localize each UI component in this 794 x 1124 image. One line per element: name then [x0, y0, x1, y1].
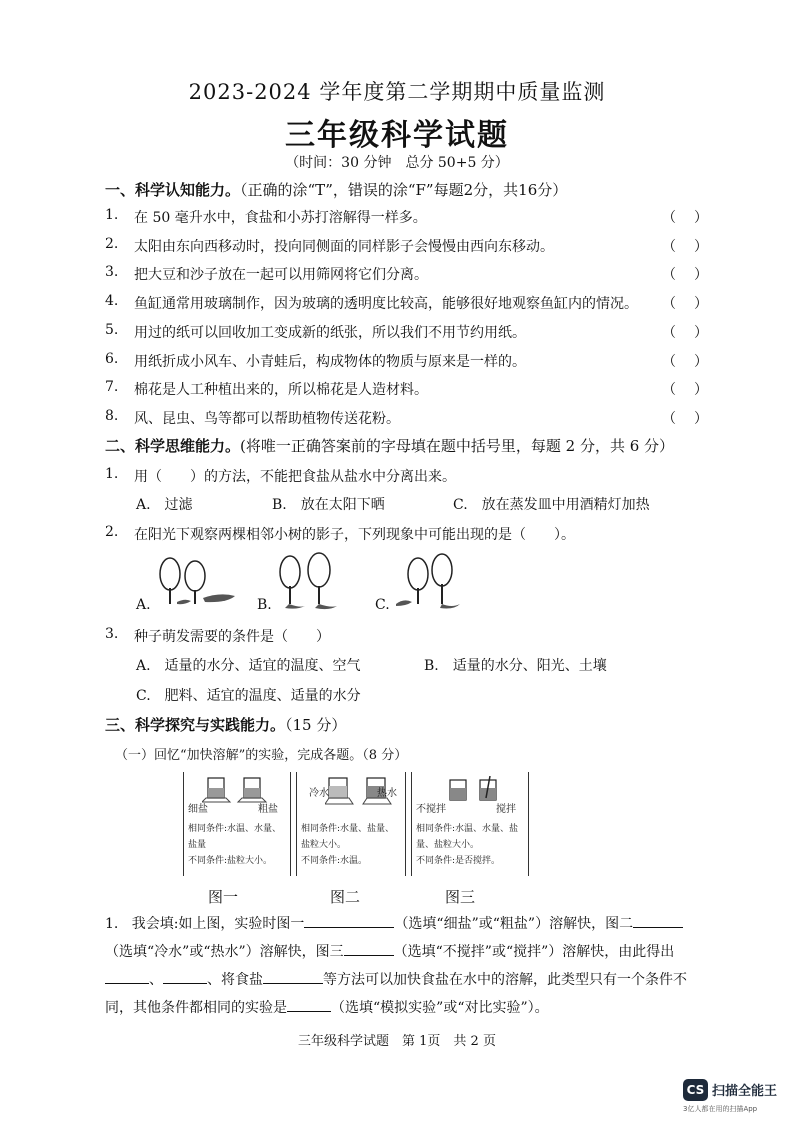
section3-note: （15 分） [285, 716, 347, 734]
trees-shadow-figure-b [275, 546, 355, 610]
camscanner-name: 扫描全能王 [712, 1084, 778, 1099]
fig2-left-label: 冷水 [309, 788, 329, 799]
fig1-right-label: 粗盐 [258, 804, 278, 815]
s3-q1-text-4: （选填“不搅拌”或“搅拌”）溶解快，由此得出 [393, 944, 675, 960]
s2-q2-option-b[interactable]: B. [257, 597, 272, 613]
fig3-line1: 相同条件:水温、水量、盐 [416, 824, 519, 834]
figure2-panel [296, 772, 406, 876]
fig1-line3: 不同条件:盐粒大小。 [188, 856, 273, 866]
page-title: 三年级科学试题 [285, 118, 509, 153]
s1-q1-number: 1. [105, 207, 119, 223]
fig1-left-label: 细盐 [188, 804, 208, 815]
s1-q7-answer-paren[interactable]: （） [662, 382, 726, 398]
section2-note: (将唯一正确答案前的字母填在题中括号里，每题 2 分，共 6 分） [240, 437, 675, 455]
s3-q1-text-8: （选填“模拟实验”或“对比实验”）。 [331, 1000, 549, 1016]
section2-title: 二、科学思维能力。 [105, 437, 241, 455]
s1-q3-answer-paren[interactable]: （） [662, 267, 726, 283]
s2-q1-text: 用（ ）的方法，不能把食盐从盐水中分离出来。 [134, 469, 456, 485]
s1-q4-number: 4. [105, 293, 119, 309]
fig3-line3: 不同条件:是否搅拌。 [416, 856, 501, 866]
fig2-line2: 盐粒大小。 [301, 840, 347, 850]
blank-fig2[interactable] [633, 913, 683, 928]
s1-q4-answer-paren[interactable]: （） [662, 296, 726, 312]
section3-sub1: （一）回忆“加快溶解”的实验，完成各题。（8 分） [115, 748, 408, 763]
figure1-caption: 图一 [208, 888, 239, 906]
section2-heading [105, 435, 674, 456]
s3-q1-text-3: （选填“冷水”或“热水”）溶解快，图三 [105, 944, 344, 960]
s1-q5-number: 5. [105, 322, 119, 338]
s2-q3-number: 3. [105, 626, 119, 642]
s1-q7-number: 7. [105, 379, 119, 395]
blank-fig3[interactable] [344, 941, 394, 956]
camscanner-tagline: 3亿人都在用的扫描App [683, 1105, 758, 1113]
page-footer: 三年级科学试题 第 1页 共 2 页 [298, 1034, 496, 1049]
section1-title: 一、科学认知能力。 [105, 181, 241, 199]
s3-q1-paragraph [105, 910, 705, 1022]
s1-q6-number: 6. [105, 351, 119, 367]
s1-q8-text: 风、昆虫、鸟等都可以帮助植物传送花粉。 [134, 411, 400, 427]
fig2-line1: 相同条件:水量、盐量、 [301, 824, 395, 834]
figure1-panel [183, 772, 291, 876]
s2-q3-option-c[interactable]: C. 肥料、适宜的温度、适量的水分 [136, 688, 361, 704]
s2-q1-option-a[interactable]: A. 过滤 [136, 497, 193, 513]
section3-heading [105, 714, 346, 735]
s1-q2-number: 2. [105, 236, 119, 252]
s1-q8-number: 8. [105, 408, 119, 424]
s2-q2-number: 2. [105, 524, 119, 540]
s2-q1-option-b[interactable]: B. 放在太阳下晒 [272, 497, 385, 513]
s1-q6-answer-paren[interactable]: （） [662, 354, 726, 370]
fig3-right-label: 搅拌 [496, 804, 516, 815]
s1-q1-text: 在 50 毫升水中，食盐和小苏打溶解得一样多。 [134, 210, 427, 226]
camscanner-logo-icon: CS [683, 1079, 708, 1101]
figure2-caption: 图二 [330, 888, 361, 906]
fig1-line2: 盐量 [188, 840, 207, 850]
fig2-line3: 不同条件:水温。 [301, 856, 368, 866]
fig2-right-label: 热水 [377, 788, 397, 799]
s3-q1-text-7: 等方法可以加快食盐在水中的溶解，此类型只有一个条件不同，其他条件都相同的实验是 [105, 972, 687, 1016]
s1-q4-text: 鱼缸通常用玻璃制作，因为玻璃的透明度比较高，能够很好地观察鱼缸内的情况。 [134, 296, 638, 312]
figure3-panel [411, 772, 529, 876]
s1-q5-answer-paren[interactable]: （） [662, 325, 726, 341]
s1-q7-text: 棉花是人工种植出来的，所以棉花是人造材料。 [134, 382, 428, 398]
s1-q3-number: 3. [105, 264, 119, 280]
s3-q1-text-5: 、 [149, 972, 163, 988]
s1-q2-text: 太阳由东向西移动时，投向同侧面的同样影子会慢慢由西向东移动。 [134, 239, 554, 255]
blank-method3[interactable] [263, 969, 323, 984]
s3-q1-number: 1. [105, 916, 119, 932]
s2-q2-option-a[interactable]: A. [136, 597, 151, 613]
section1-note: （正确的涂“T”，错误的涂“F”每题2分，共16分） [240, 181, 568, 199]
s2-q2-option-c[interactable]: C. [375, 597, 390, 613]
s3-q1-text-1: 我会填:如上图，实验时图一 [131, 916, 305, 932]
exam-time-score: （时间：30 分钟 总分 50+5 分） [285, 155, 509, 171]
s1-q8-answer-paren[interactable]: （） [662, 411, 726, 427]
s3-q1-text-2: （选填“细盐”或“粗盐”）溶解快，图二 [394, 916, 634, 932]
s2-q1-number: 1. [105, 466, 119, 482]
s2-q2-text: 在阳光下观察两棵相邻小树的影子，下列现象中可能出现的是（ ）。 [134, 527, 575, 543]
fig3-line2: 量、盐粒大小。 [416, 840, 480, 850]
trees-shadow-figure-a [155, 548, 255, 608]
figure3-caption: 图三 [445, 888, 476, 906]
fig1-line1: 相同条件:水温、水量、 [188, 824, 282, 834]
trees-shadow-figure-c [392, 546, 472, 610]
s1-q5-text: 用过的纸可以回收加工变成新的纸张，所以我们不用节约用纸。 [134, 325, 526, 341]
blank-fig1[interactable] [304, 913, 394, 928]
s2-q3-option-a[interactable]: A. 适量的水分、适宜的温度、空气 [136, 658, 361, 674]
s2-q3-option-b[interactable]: B. 适量的水分、阳光、土壤 [424, 658, 607, 674]
s1-q3-text: 把大豆和沙子放在一起可以用筛网将它们分离。 [134, 267, 428, 283]
s1-q6-text: 用纸折成小风车、小青蛙后，构成物体的物质与原来是一样的。 [134, 354, 526, 370]
section1-heading [105, 179, 567, 200]
s2-q1-option-c[interactable]: C. 放在蒸发皿中用酒精灯加热 [453, 497, 650, 513]
section3-title: 三、科学探究与实践能力。 [105, 716, 286, 734]
s1-q1-answer-paren[interactable]: （） [662, 210, 726, 226]
exam-header-line: 2023-2024 学年度第二学期期中质量监测 [188, 80, 606, 104]
s3-q1-text-6: 、将食盐 [207, 972, 263, 988]
blank-experiment-type[interactable] [287, 997, 331, 1012]
blank-method2[interactable] [163, 969, 207, 984]
blank-method1[interactable] [105, 969, 149, 984]
s2-q3-text: 种子萌发需要的条件是（ ） [134, 629, 330, 645]
fig3-left-label: 不搅拌 [416, 804, 446, 815]
s1-q2-answer-paren[interactable]: （） [662, 239, 726, 255]
